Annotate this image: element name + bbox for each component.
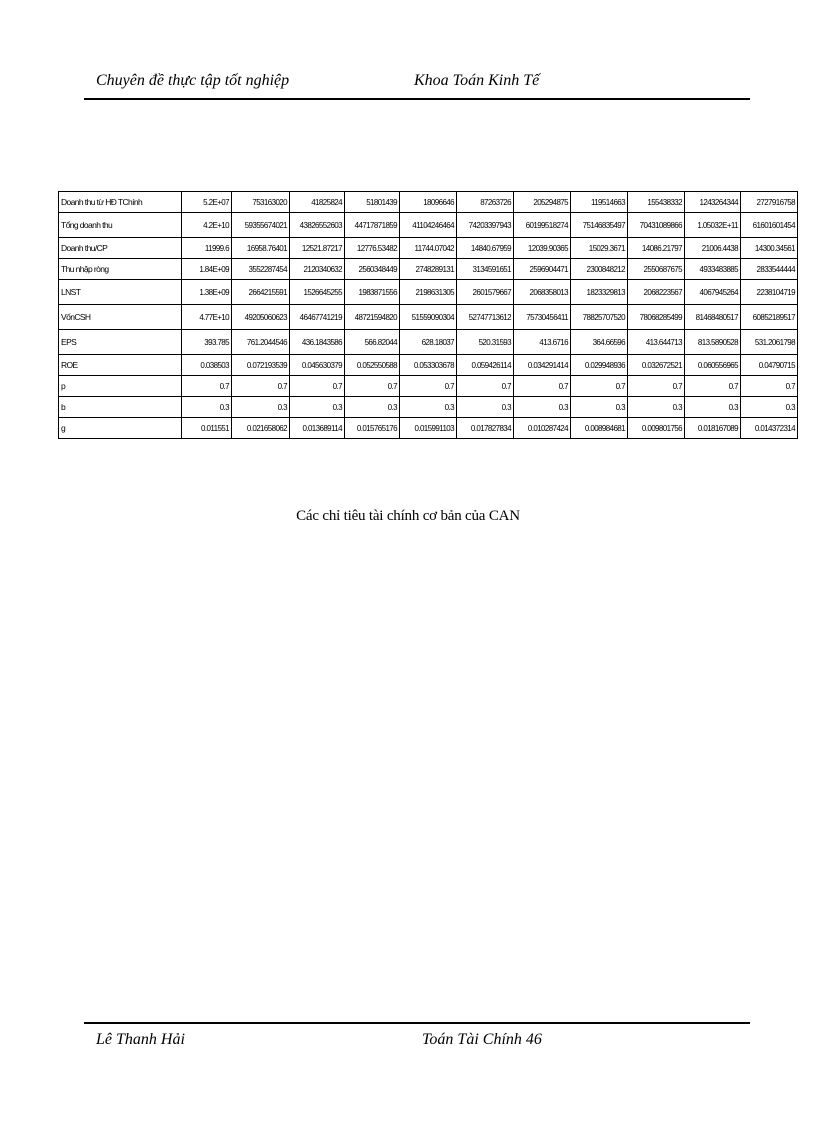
table-cell: 2727916758 [741,192,798,213]
table-cell: 0.018167089 [685,418,741,439]
table-cell: 0.3 [514,397,571,418]
row-label: Doanh thu/CP [59,238,182,259]
table-cell: 0.7 [345,376,400,397]
table-cell: 4067945264 [685,280,741,305]
table-cell: 2068223567 [628,280,685,305]
table-row [59,192,798,213]
table-cell: 0.7 [741,376,798,397]
table-cell: 87263726 [457,192,514,213]
table-cell: 0.3 [290,397,345,418]
table-cell: 49205060623 [232,305,290,330]
table-cell: 46467741219 [290,305,345,330]
table-cell: 0.010287424 [514,418,571,439]
table-cell: 2833544444 [741,259,798,280]
table-cell: 0.3 [628,397,685,418]
table-row [59,355,798,376]
table-cell: 0.045630379 [290,355,345,376]
table-cell: 0.04790715 [741,355,798,376]
table-cell: 628.18037 [400,330,457,355]
table-cell: 2560348449 [345,259,400,280]
table-cell: 205294875 [514,192,571,213]
table-cell: 0.7 [685,376,741,397]
table-cell: 0.3 [400,397,457,418]
table-cell: 51559090304 [400,305,457,330]
table-cell: 566.82044 [345,330,400,355]
table-cell: 0.015765176 [345,418,400,439]
table-cell: 0.059426114 [457,355,514,376]
table-cell: 813.5890528 [685,330,741,355]
table-cell: 60852189517 [741,305,798,330]
row-label: EPS [59,330,182,355]
table-cell: 21006.4438 [685,238,741,259]
table-cell: 0.3 [685,397,741,418]
table-cell: 0.7 [182,376,232,397]
table-cell: 413.6716 [514,330,571,355]
table-cell: 0.7 [514,376,571,397]
table-caption: Các chỉ tiêu tài chính cơ bản của CAN [296,508,520,524]
row-label: Tổng doanh thu [59,213,182,238]
table-cell: 2068358013 [514,280,571,305]
footer-divider [84,1022,750,1024]
table-cell: 0.072193539 [232,355,290,376]
footer-class: Toán Tài Chính 46 [422,1031,542,1048]
table-cell: 520.31593 [457,330,514,355]
table-cell: 0.7 [571,376,628,397]
table-cell: 12776.53482 [345,238,400,259]
table-cell: 3134591651 [457,259,514,280]
table-cell: 48721594820 [345,305,400,330]
table-cell: 41104246464 [400,213,457,238]
table-cell: 0.008984681 [571,418,628,439]
table-cell: 119514663 [571,192,628,213]
table-row [59,305,798,330]
table-cell: 59355674021 [232,213,290,238]
table-cell: 753163020 [232,192,290,213]
table-cell: 11999.6 [182,238,232,259]
row-label: VốnCSH [59,305,182,330]
table-cell: 0.7 [457,376,514,397]
table-row [59,259,798,280]
header-title-left: Chuyên đề thực tập tốt nghiệp [96,72,290,89]
table-cell: 0.014372314 [741,418,798,439]
table-cell: 4.77E+10 [182,305,232,330]
table-cell: 0.3 [232,397,290,418]
table-cell: 3552287454 [232,259,290,280]
table-cell: 1823329813 [571,280,628,305]
row-label: Thu nhập ròng [59,259,182,280]
table-cell: 78825707520 [571,305,628,330]
table-cell: 52747713612 [457,305,514,330]
table-cell: 44717871859 [345,213,400,238]
table-cell: 75730456411 [514,305,571,330]
table-cell: 1.05032E+11 [685,213,741,238]
table-cell: 18096646 [400,192,457,213]
table-cell: 364.66596 [571,330,628,355]
table-cell: 0.060556965 [685,355,741,376]
row-label: ROE [59,355,182,376]
table-cell: 393.785 [182,330,232,355]
financial-indicators-table [58,191,798,439]
footer-author: Lê Thanh Hải [96,1031,185,1048]
table-cell: 0.7 [628,376,685,397]
table-cell: 5.2E+07 [182,192,232,213]
table-cell: 2748289131 [400,259,457,280]
table-cell: 0.053303678 [400,355,457,376]
row-label: LNST [59,280,182,305]
table-cell: 0.3 [571,397,628,418]
table-cell: 1983871556 [345,280,400,305]
table-cell: 14840.67959 [457,238,514,259]
table-row [59,418,798,439]
table-row [59,213,798,238]
table-cell: 1.38E+09 [182,280,232,305]
table-cell: 4933483885 [685,259,741,280]
table-cell: 15029.3671 [571,238,628,259]
table-cell: 0.029948936 [571,355,628,376]
table-row [59,280,798,305]
table-cell: 2300848212 [571,259,628,280]
table-cell: 74203397943 [457,213,514,238]
table-cell: 0.032672521 [628,355,685,376]
table-cell: 0.011551 [182,418,232,439]
table-cell: 11744.07042 [400,238,457,259]
table-cell: 0.7 [232,376,290,397]
table-cell: 0.038503 [182,355,232,376]
table-cell: 0.052550588 [345,355,400,376]
table-cell: 436.1843586 [290,330,345,355]
table-cell: 12521.87217 [290,238,345,259]
table-cell: 43826552603 [290,213,345,238]
table-cell: 78068285499 [628,305,685,330]
table-cell: 2601579667 [457,280,514,305]
table-cell: 75146835497 [571,213,628,238]
table-cell: 2550687675 [628,259,685,280]
table-cell: 14300.34561 [741,238,798,259]
table-row [59,330,798,355]
table-row [59,376,798,397]
table-cell: 2238104719 [741,280,798,305]
table-cell: 531.2061798 [741,330,798,355]
table-row [59,238,798,259]
table-cell: 2596904471 [514,259,571,280]
table-cell: 70431089866 [628,213,685,238]
table-cell: 41825824 [290,192,345,213]
header-divider [84,98,750,100]
table-cell: 0.009801756 [628,418,685,439]
table-cell: 4.2E+10 [182,213,232,238]
table-cell: 12039.90365 [514,238,571,259]
table-row [59,397,798,418]
header-title-right: Khoa Toán Kinh Tế [414,72,540,89]
table-cell: 155438332 [628,192,685,213]
table-cell: 1243264344 [685,192,741,213]
table-cell: 2664215591 [232,280,290,305]
table-cell: 0.3 [741,397,798,418]
table-cell: 14086.21797 [628,238,685,259]
table-cell: 16958.76401 [232,238,290,259]
table-cell: 0.013689114 [290,418,345,439]
row-label: p [59,376,182,397]
table-cell: 60199518274 [514,213,571,238]
table-cell: 413.644713 [628,330,685,355]
table-cell: 0.3 [182,397,232,418]
table-cell: 1526645255 [290,280,345,305]
table-cell: 0.3 [457,397,514,418]
table-cell: 0.021658062 [232,418,290,439]
table-cell: 2198631305 [400,280,457,305]
row-label: g [59,418,182,439]
table-cell: 61601601454 [741,213,798,238]
table-cell: 0.015991103 [400,418,457,439]
table-cell: 2120340632 [290,259,345,280]
table-cell: 761.2044546 [232,330,290,355]
table-cell: 0.017827834 [457,418,514,439]
table-cell: 0.7 [400,376,457,397]
table-cell: 51801439 [345,192,400,213]
table-cell: 0.034291414 [514,355,571,376]
table-cell: 1.84E+09 [182,259,232,280]
table-cell: 0.3 [345,397,400,418]
row-label: Doanh thu từ HĐ TChính [59,192,182,213]
row-label: b [59,397,182,418]
table-cell: 81468480517 [685,305,741,330]
table-cell: 0.7 [290,376,345,397]
table-body [59,192,798,439]
